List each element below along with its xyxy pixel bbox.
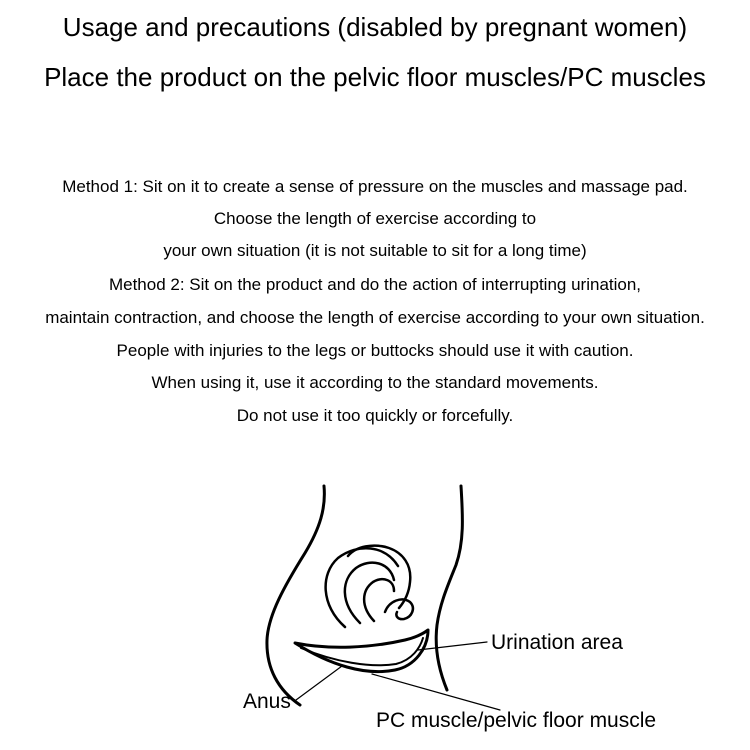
instruction-line: People with injuries to the legs or buttocks should use it with caution. (116, 341, 634, 360)
instruction-line: Choose the length of exercise according to (213, 209, 537, 228)
organ-inner-loop (385, 599, 413, 619)
leader-urination (418, 642, 487, 650)
product-pad (295, 630, 428, 672)
left-body-outline (267, 486, 324, 705)
pc-muscle-label: PC muscle/pelvic floor muscle (376, 709, 657, 732)
instruction-line: Method 1: Sit on it to create a sense of pressure on the muscles and massage pad. (62, 177, 688, 196)
leader-anus (296, 666, 342, 700)
instruction-line: your own situation (it is not suitable to sit for a long time) (163, 241, 587, 260)
instruction-line: When using it, use it according to the standard movements. (151, 373, 599, 392)
leader-pc (372, 674, 500, 710)
anus-label: Anus (243, 690, 291, 713)
right-body-outline (436, 486, 462, 690)
instruction-line: Method 2: Sit on the product and do the action of interrupting urination, (108, 275, 642, 294)
product-pad-inner-line (301, 638, 423, 665)
organ-curve-inner (364, 579, 394, 621)
page-title: Usage and precautions (disabled by pregnant women) (62, 12, 688, 42)
urination-area-label: Urination area (491, 631, 623, 654)
instruction-line: Do not use it too quickly or forcefully. (236, 406, 514, 425)
instruction-line: maintain contraction, and choose the length of exercise according to your own situation. (45, 308, 705, 327)
page-subtitle: Place the product on the pelvic floor muscles/PC muscles (44, 62, 706, 92)
organ-curve-outer (326, 548, 398, 627)
